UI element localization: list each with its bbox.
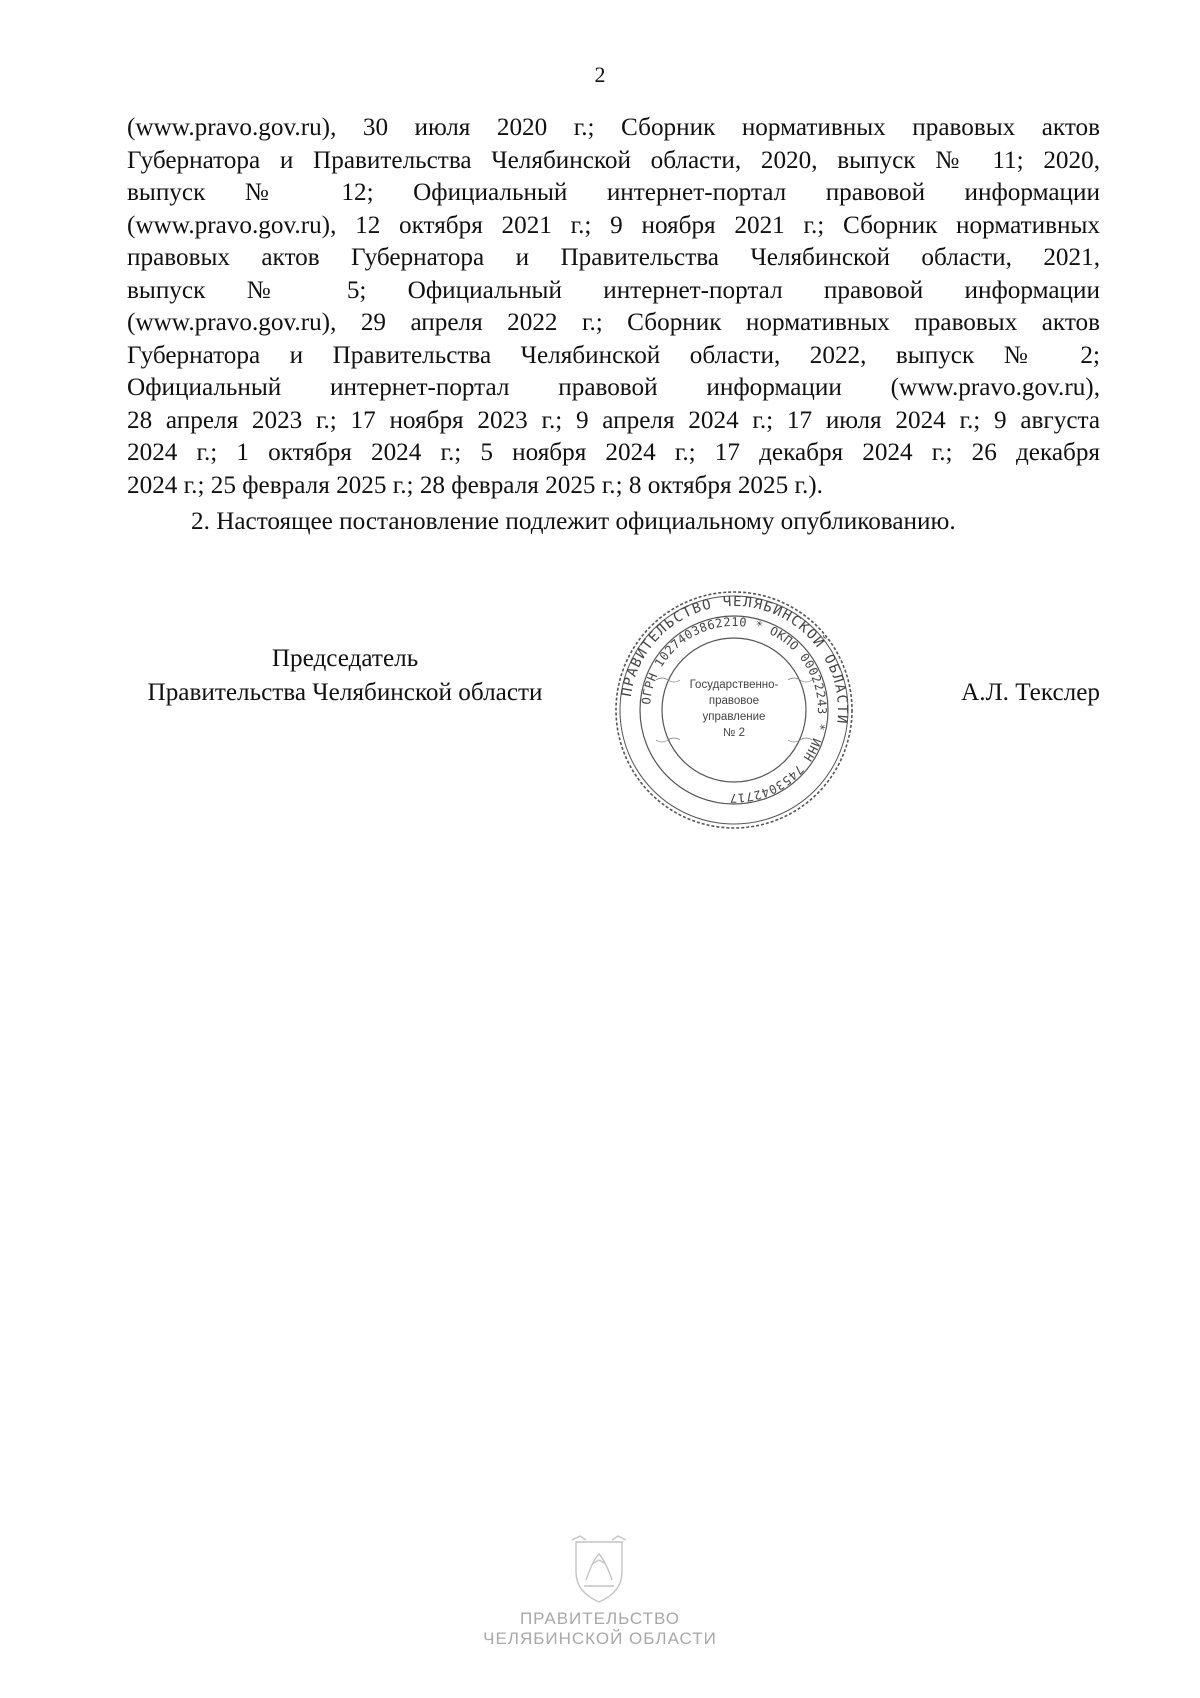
paragraph-line: 28 апреля 2023 г.; 17 ноября 2023 г.; 9 апреля 2024 г.; 17 июля 2024 г.; 9 августа bbox=[127, 406, 1100, 434]
paragraph-1-last-line: 2024 г.; 25 февраля 2025 г.; 28 февраля 2025 г.; 8 октября 2025 г.). bbox=[127, 471, 823, 499]
seal-inner-text: ОГРН 1027403862210 * ОКПО 00022243 * ИНН 7453042717 bbox=[639, 614, 830, 806]
paragraph-line: выпуск № 12; Официальный интернет-портал правовой информации bbox=[127, 179, 1100, 206]
seal-outer-text: ПРАВИТЕЛЬСТВО ЧЕЛЯБИНСКОЙ ОБЛАСТИ bbox=[618, 593, 851, 726]
signer-title bbox=[120, 642, 570, 710]
paragraph-1 bbox=[127, 112, 1100, 470]
paragraph-line: (www.pravo.gov.ru), 12 октября 2021 г.; 9 ноября 2021 г.; Сборник нормативных bbox=[127, 211, 1100, 239]
document-body bbox=[127, 112, 1100, 539]
footer-line-1: ПРАВИТЕЛЬСТВО bbox=[519, 1609, 681, 1628]
signer-title-line-2: Правительства Челябинской области bbox=[147, 679, 543, 706]
paragraph-2: 2. Настоящее постановление подлежит официальному опубликованию. bbox=[191, 508, 956, 535]
coat-of-arms-icon bbox=[566, 1534, 632, 1606]
seal-center-line: правовое bbox=[708, 695, 760, 707]
signer-name: А.Л. Текслер bbox=[961, 679, 1100, 706]
paragraph-line: (www.pravo.gov.ru), 30 июля 2020 г.; Сборник нормативных правовых актов bbox=[127, 114, 1100, 141]
paragraph-line: Губернатора и Правительства Челябинской области, 2022, выпуск № 2; bbox=[127, 341, 1100, 369]
paragraph-line: (www.pravo.gov.ru), 29 апреля 2022 г.; Сборник нормативных правовых актов bbox=[127, 309, 1100, 336]
seal-center-line: управление bbox=[702, 711, 766, 723]
paragraph-line: 2024 г.; 1 октября 2024 г.; 5 ноября 2024 г.; 17 декабря 2024 г.; 26 декабря bbox=[127, 439, 1100, 466]
official-seal-stamp bbox=[612, 588, 856, 832]
paragraph-line: Официальный интернет-портал правовой информации (www.pravo.gov.ru), bbox=[127, 374, 1100, 401]
signer-title-line-1: Председатель bbox=[271, 645, 419, 672]
page-number: 2 bbox=[594, 62, 606, 87]
seal-center-line: № 2 bbox=[723, 727, 745, 739]
paragraph-line: выпуск № 5; Официальный интернет-портал правовой информации bbox=[127, 276, 1100, 304]
letterhead-footer bbox=[0, 1609, 1200, 1649]
footer-line-2: ЧЕЛЯБИНСКОЙ ОБЛАСТИ bbox=[483, 1629, 717, 1648]
paragraph-line: правовых актов Губернатора и Правительства Челябинской области, 2021, bbox=[127, 244, 1100, 271]
seal-center-line: Государственно- bbox=[689, 679, 779, 691]
paragraph-line: Губернатора и Правительства Челябинской области, 2020, выпуск № 11; 2020, bbox=[127, 146, 1100, 174]
